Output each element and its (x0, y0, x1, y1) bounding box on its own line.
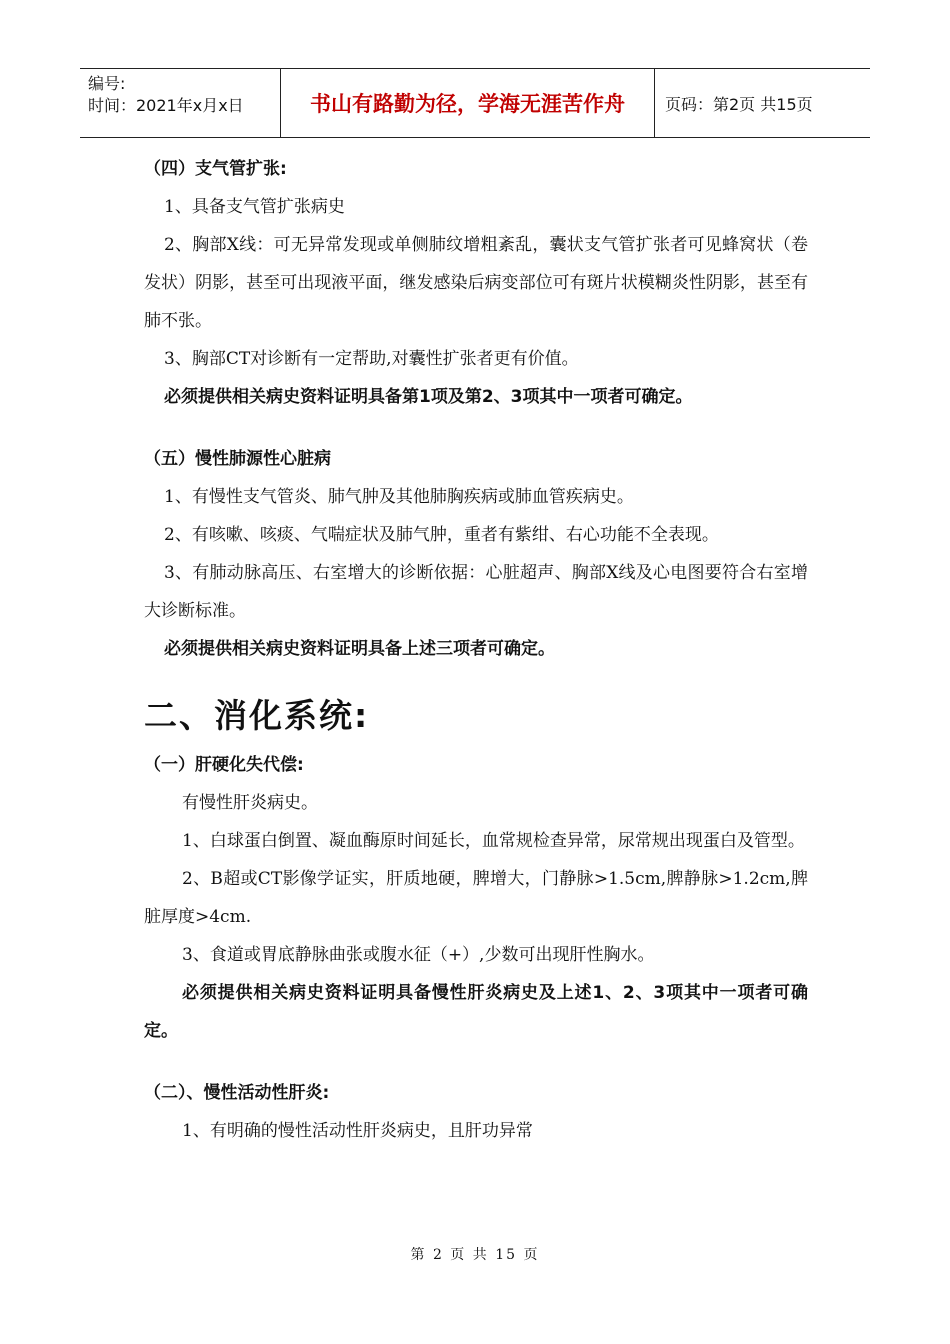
section-note: 必须提供相关病史资料证明具备第1项及第2、3项其中一项者可确定。 (164, 387, 693, 407)
header-page-info: 页码：第2页 共15页 (665, 94, 813, 114)
list-item: 3、胸部CT对诊断有一定帮助,对囊性扩张者更有价值。 (164, 349, 579, 369)
section-title-chronic-hepatitis: （二）、慢性活动性肝炎: (144, 1083, 330, 1103)
list-item: 1、有明确的慢性活动性肝炎病史，且肝功异常 (182, 1121, 533, 1141)
list-item: 3、食道或胃底静脉曲张或腹水征（+）,少数可出现肝性胸水。 (182, 945, 655, 965)
list-item: 有慢性肝炎病史。 (182, 793, 318, 813)
header-meta (80, 69, 281, 137)
chapter-heading: 二、消化系统: (144, 696, 370, 735)
section-note: 必须提供相关病史资料证明具备上述三项者可确定。 (164, 639, 555, 659)
section-title-bronchiectasis: （四）支气管扩张: (144, 159, 287, 179)
list-item: 1、具备支气管扩张病史 (164, 197, 345, 217)
spacer (144, 668, 808, 686)
page-header (80, 68, 870, 138)
list-item: 1、白球蛋白倒置、凝血酶原时间延长，血常规检查异常，尿常规出现蛋白及管型。 (182, 831, 805, 851)
number-label: 编号: (88, 74, 126, 93)
list-item: 2、有咳嗽、咳痰、气喘症状及肺气肿，重者有紫绀、右心功能不全表现。 (164, 525, 719, 545)
page-footer: 第 2 页 共 15 页 (410, 1247, 540, 1263)
time-label: 时间：2021年x月x日 (88, 96, 244, 115)
spacer (144, 416, 808, 440)
list-item: 3、有肺动脉高压、右室增大的诊断依据：心脏超声、胸部X线及心电图要符合右室增大诊断标准。 (144, 563, 808, 621)
section-note: 必须提供相关病史资料证明具备慢性肝炎病史及上述1、2、3项其中一项者可确定。 (144, 983, 808, 1041)
section-title-cor-pulmonale: （五）慢性肺源性心脏病 (144, 449, 331, 469)
header-motto: 书山有路勤为径，学海无涯苦作舟 (281, 69, 655, 137)
list-item: 2、B超或CT影像学证实，肝质地硬，脾增大，门静脉>1.5cm,脾静脉>1.2cm,脾脏厚度>4cm. (144, 869, 808, 927)
list-item: 1、有慢性支气管炎、肺气肿及其他肺胸疾病或肺血管疾病史。 (164, 487, 634, 507)
list-item: 2、胸部X线：可无异常发现或单侧肺纹增粗紊乱，囊状支气管扩张者可见蜂窝状（卷发状）阴影，甚至可出现液平面，继发感染后病变部位可有斑片状模糊炎性阴影，甚至有肺不张。 (144, 235, 808, 331)
document-body (144, 150, 808, 1150)
spacer (144, 1050, 808, 1074)
section-title-cirrhosis: （一）肝硬化失代偿: (144, 755, 304, 775)
